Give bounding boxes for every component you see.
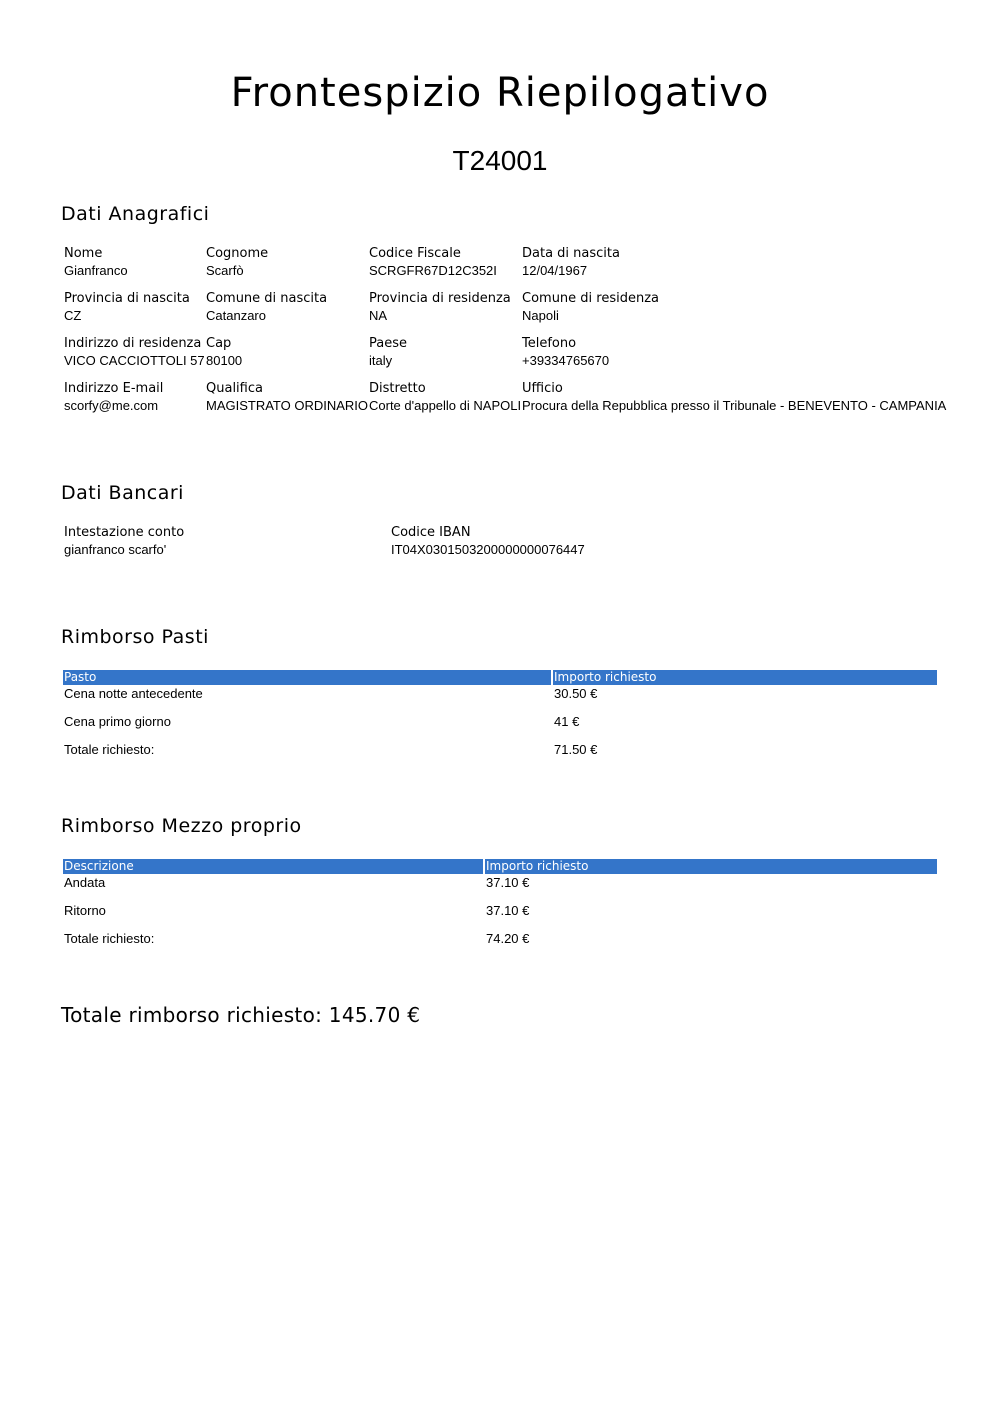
section-title-mezzo: Rimborso Mezzo proprio (61, 815, 302, 837)
field-comune-residenza (522, 291, 659, 324)
field-value: Catanzaro (206, 308, 266, 323)
field-provincia-nascita (64, 291, 190, 324)
table-cell: 71.50 € (554, 742, 598, 757)
section-title-anagrafici: Dati Anagrafici (61, 203, 210, 225)
table-cell: 37.10 € (486, 875, 530, 890)
field-label: Codice Fiscale (369, 246, 461, 261)
table-cell: 41 € (554, 714, 580, 729)
field-value: +39334765670 (522, 353, 610, 368)
table-header (63, 670, 937, 685)
field-value: NA (369, 308, 388, 323)
field-value: Scarfò (206, 263, 244, 278)
field-label: Cap (206, 336, 232, 351)
field-label: Distretto (369, 381, 426, 396)
column-header: Pasto (63, 670, 551, 685)
table-cell: Andata (64, 875, 106, 890)
field-provincia-residenza (369, 291, 511, 324)
field-label: Indirizzo E-mail (64, 381, 164, 396)
table-row (63, 713, 937, 741)
page-title: Frontespizio Riepilogativo (230, 70, 770, 116)
column-header: Descrizione (63, 859, 483, 874)
field-label: Comune di nascita (206, 291, 328, 306)
section-title-bancari: Dati Bancari (61, 482, 184, 504)
field-value: SCRGFR67D12C352I (369, 263, 497, 278)
field-comune-nascita (206, 291, 327, 324)
field-value: Napoli (522, 308, 559, 323)
field-telefono (522, 336, 609, 369)
document-code: T24001 (452, 145, 548, 176)
field-label: Intestazione conto (64, 525, 185, 540)
field-ufficio (522, 381, 946, 414)
field-value: gianfranco scarfo' (64, 542, 167, 557)
field-paese (369, 336, 407, 369)
table-cell: Totale richiesto: (64, 742, 155, 757)
field-qualifica (206, 381, 368, 414)
field-codice-fiscale (369, 246, 497, 279)
field-label: Provincia di nascita (64, 291, 190, 306)
field-value: IT04X0301503200000000076447 (391, 542, 585, 557)
field-value: Corte d'appello di NAPOLI (369, 398, 522, 413)
field-value: Procura della Repubblica presso il Tribunale - BENEVENTO - CAMPANIA (522, 398, 947, 413)
table-row-total (63, 741, 937, 769)
field-label: Nome (64, 246, 103, 261)
field-cognome (206, 246, 268, 279)
field-distretto (369, 381, 521, 414)
table-cell: Totale richiesto: (64, 931, 155, 946)
field-value: Gianfranco (64, 263, 128, 278)
field-email (64, 381, 163, 414)
table-row (63, 685, 937, 713)
table-row (63, 902, 937, 930)
field-value: VICO CACCIOTTOLI 57 (64, 353, 205, 368)
field-label: Ufficio (522, 381, 563, 396)
column-header: Importo richiesto (485, 859, 937, 874)
field-value: 12/04/1967 (522, 263, 588, 278)
field-label: Telefono (522, 336, 577, 351)
field-data-nascita (522, 246, 620, 279)
pasti-table (63, 670, 937, 769)
field-label: Paese (369, 336, 407, 351)
table-cell: Cena primo giorno (64, 714, 171, 729)
field-intestazione-conto (64, 525, 184, 558)
field-label: Qualifica (206, 381, 263, 396)
field-codice-iban (391, 525, 585, 558)
field-value: CZ (64, 308, 82, 323)
table-cell: Ritorno (64, 903, 106, 918)
field-value: scorfy@me.com (64, 398, 159, 413)
field-value: italy (369, 353, 393, 368)
field-value: 80100 (206, 353, 243, 368)
table-row-total (63, 930, 937, 958)
field-indirizzo-residenza (64, 336, 205, 369)
table-cell: 74.20 € (486, 931, 530, 946)
field-label: Cognome (206, 246, 269, 261)
mezzo-table (63, 859, 937, 958)
table-cell: 30.50 € (554, 686, 598, 701)
table-header (63, 859, 937, 874)
field-cap (206, 336, 242, 369)
field-label: Provincia di residenza (369, 291, 511, 306)
field-label: Indirizzo di residenza (64, 336, 202, 351)
field-value: MAGISTRATO ORDINARIO (206, 398, 369, 413)
field-label: Comune di residenza (522, 291, 660, 306)
table-cell: 37.10 € (486, 903, 530, 918)
total-reimbursement: Totale rimborso richiesto: 145.70 € (61, 1003, 421, 1027)
table-row (63, 874, 937, 902)
table-cell: Cena notte antecedente (64, 686, 203, 701)
column-header: Importo richiesto (553, 670, 937, 685)
section-title-pasti: Rimborso Pasti (61, 626, 209, 648)
field-label: Data di nascita (522, 246, 620, 261)
field-nome (64, 246, 128, 279)
field-label: Codice IBAN (391, 525, 471, 540)
